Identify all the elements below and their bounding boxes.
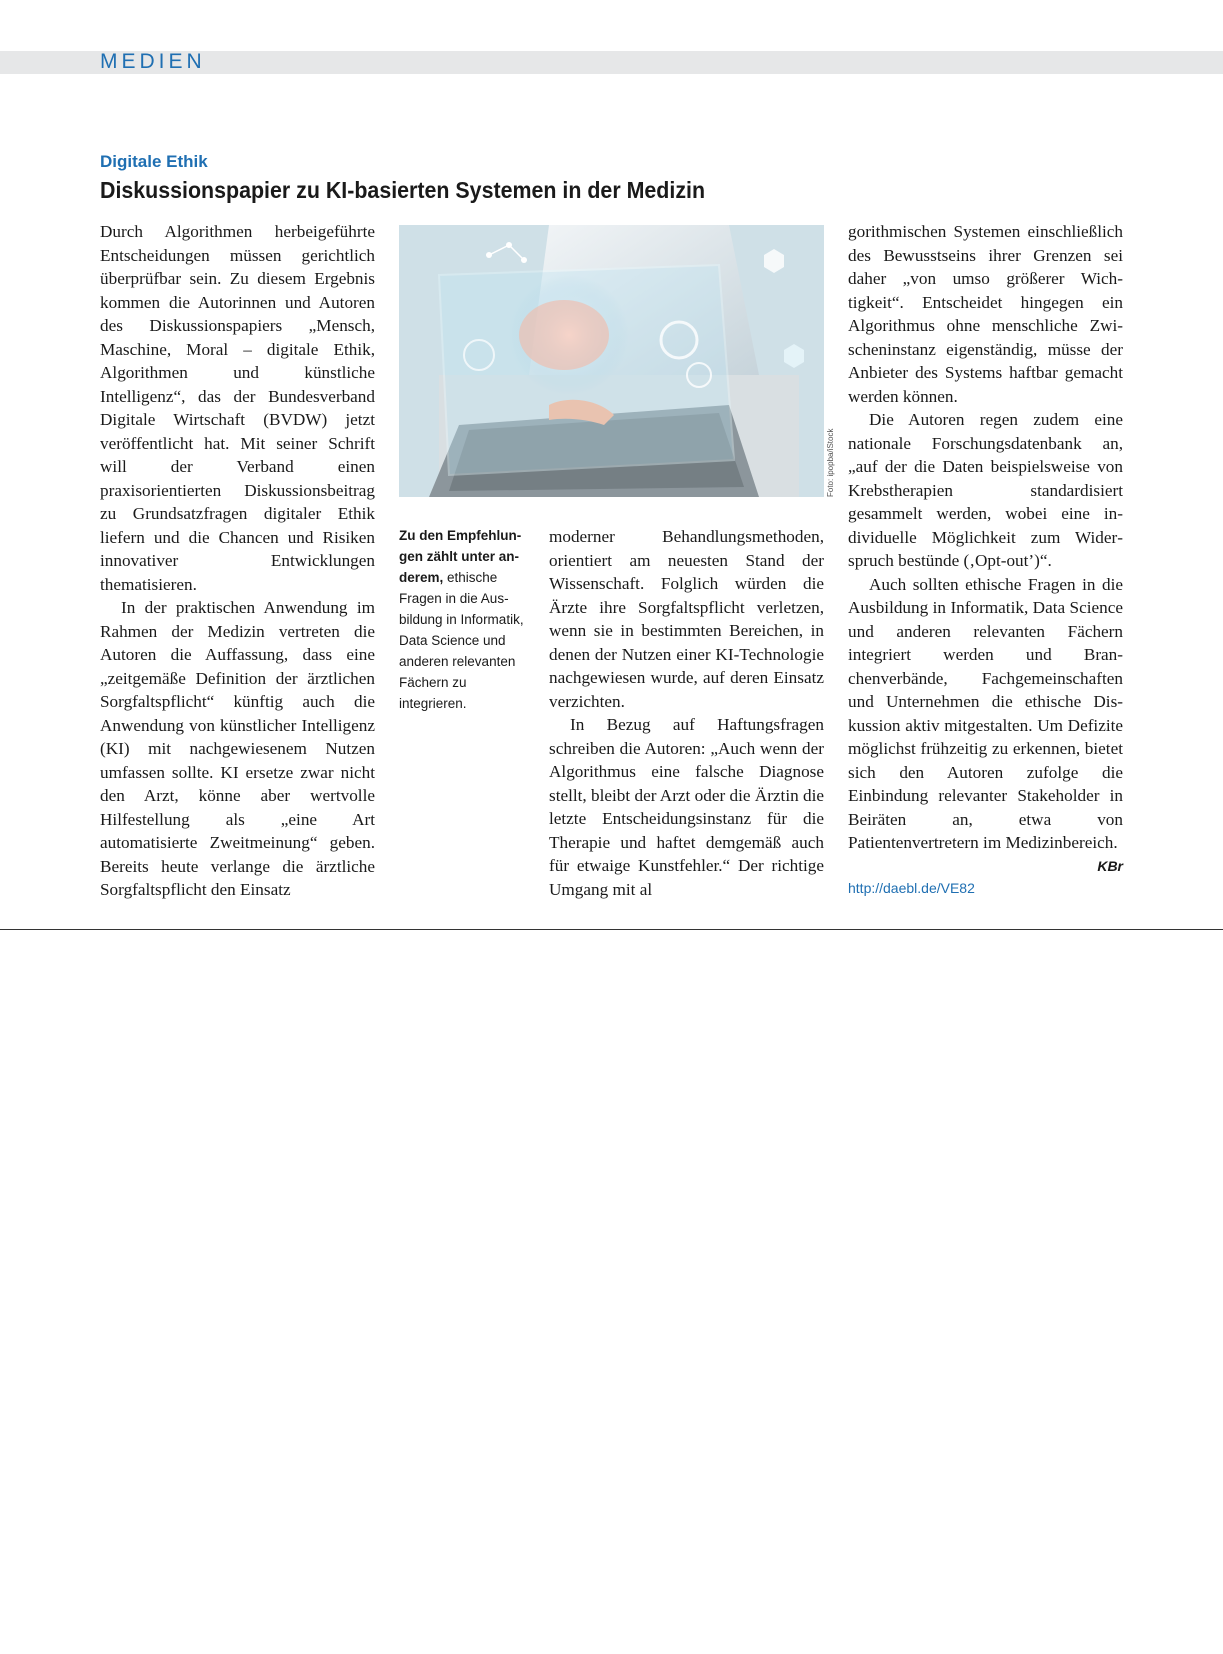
paragraph: Durch Algorithmen herbeigeführte Entscheidungen müssen gerichtlich überprüfbar sein. Zu diesem Ergebnis kommen die Autorinnen und Autoren des Diskussionspapiers „Mensch, Maschine, Moral – digitale Ethik, Algorithmen und künstliche Intelligenz“, das der Bundesverband Digitale Wirtschaft (BVDW) jetzt veröffentlicht hat. Mit seiner Schrift will der Verband einen praxisorientierten Diskussionsbeitrag zu Grundsatzfragen digitaler Ethik liefern und die Chancen und Risiken innovativer Entwicklungen thematisieren. [100, 222, 375, 594]
photo-caption [399, 525, 525, 714]
caption-text: ethische Fragen in die Ausbildung in Informatik, Data Science und anderen relevanten Fächern zu integrieren. [399, 570, 524, 711]
author-signature: KBr [1097, 857, 1123, 874]
doctor-ai-illustration [399, 225, 824, 497]
paragraph: Die Autoren regen zudem eine nationale Forschungsdatenbank an, „auf der die Daten beispielsweise von Krebstherapien standardisiert gesammelt werden, wobei eine individuelle Möglichkeit zum Widerspruch bestünde (‚Opt-out’)“. [848, 410, 1123, 570]
paragraph: gorithmischen Systemen einschließlich des Bewusstseins ihrer Grenzen sei daher „von umso größerer Wichtigkeit“. Entscheidet hingegen ein Algorithmus ohne menschliche Zwischeninstanz eigenständig, müsse der Anbieter des Systems haftbar gemacht werden können. [848, 222, 1123, 406]
section-label: MEDIEN [100, 50, 206, 73]
article-kicker: Digitale Ethik [100, 152, 208, 171]
photo-credit: Foto: ipopba/iStock [826, 428, 835, 497]
article-photo [399, 225, 824, 497]
paragraph: moderner Behandlungsmethoden, orientiert am neuesten Stand der Wissenschaft. Folglich würden die Ärzte ihre Sorgfaltspflicht verletzen, wenn sie in bestimmten Bereichen, in denen der Nutzen einer KI-Technologie nachgewiesen wurde, auf deren Einsatz verzichten. [549, 527, 824, 711]
article-headline: Diskussionspapier zu KI-basierten Systemen in der Medizin [100, 177, 706, 203]
text-column-2 [549, 525, 824, 901]
text-column-3 [848, 220, 1123, 878]
bottom-rule [0, 929, 1223, 930]
paragraph: In Bezug auf Haftungsfragen schreiben die Autoren: „Auch wenn der Algorithmus eine falsche Diagnose stellt, bleibt der Arzt oder die Ärztin die letzte Entscheidungsinstanz für die Therapie und haftet demgemäß auch für etwaige Kunstfehler.“ Der richtige Umgang mit al [549, 715, 824, 899]
caption-lead: Zu den Empfehlungen zählt unter anderem, [399, 528, 522, 585]
article-link[interactable]: http://daebl.de/VE82 [848, 880, 975, 896]
paragraph: In der praktischen Anwendung im Rahmen der Medizin vertreten die Autoren die Auffassung, dass eine „zeitgemäße Definition der ärztlichen Sorgfaltspflicht“ künftig auch die Anwendung von künstlicher Intelligenz (KI) mit nachgewiesenem Nutzen umfassen sollte. KI ersetze zwar nicht den Arzt, könne aber wertvolle Hilfestellung als „eine Art automatisierte Zweitmeinung“ geben. Bereits heute verlange die ärztliche Sorgfaltspflicht den Einsatz [100, 598, 375, 899]
paragraph-last [848, 573, 1123, 874]
text-column-1 [100, 220, 375, 902]
paragraph-text: Auch sollten ethische Fragen in die Ausbildung in Informatik, Data Science und anderen relevanten Fächern integriert werden und Branchenverbände, Fachgemeinschaften und Unternehmen die ethische Diskussion aktiv mitgestalten. Um Defizite möglichst frühzeitig zu erkennen, bietet sich den Autoren zufolge die Einbindung relevanter Stakeholder in Beiräten an, etwa von Patientenvertretern im Medizinbereich. [848, 574, 1123, 852]
